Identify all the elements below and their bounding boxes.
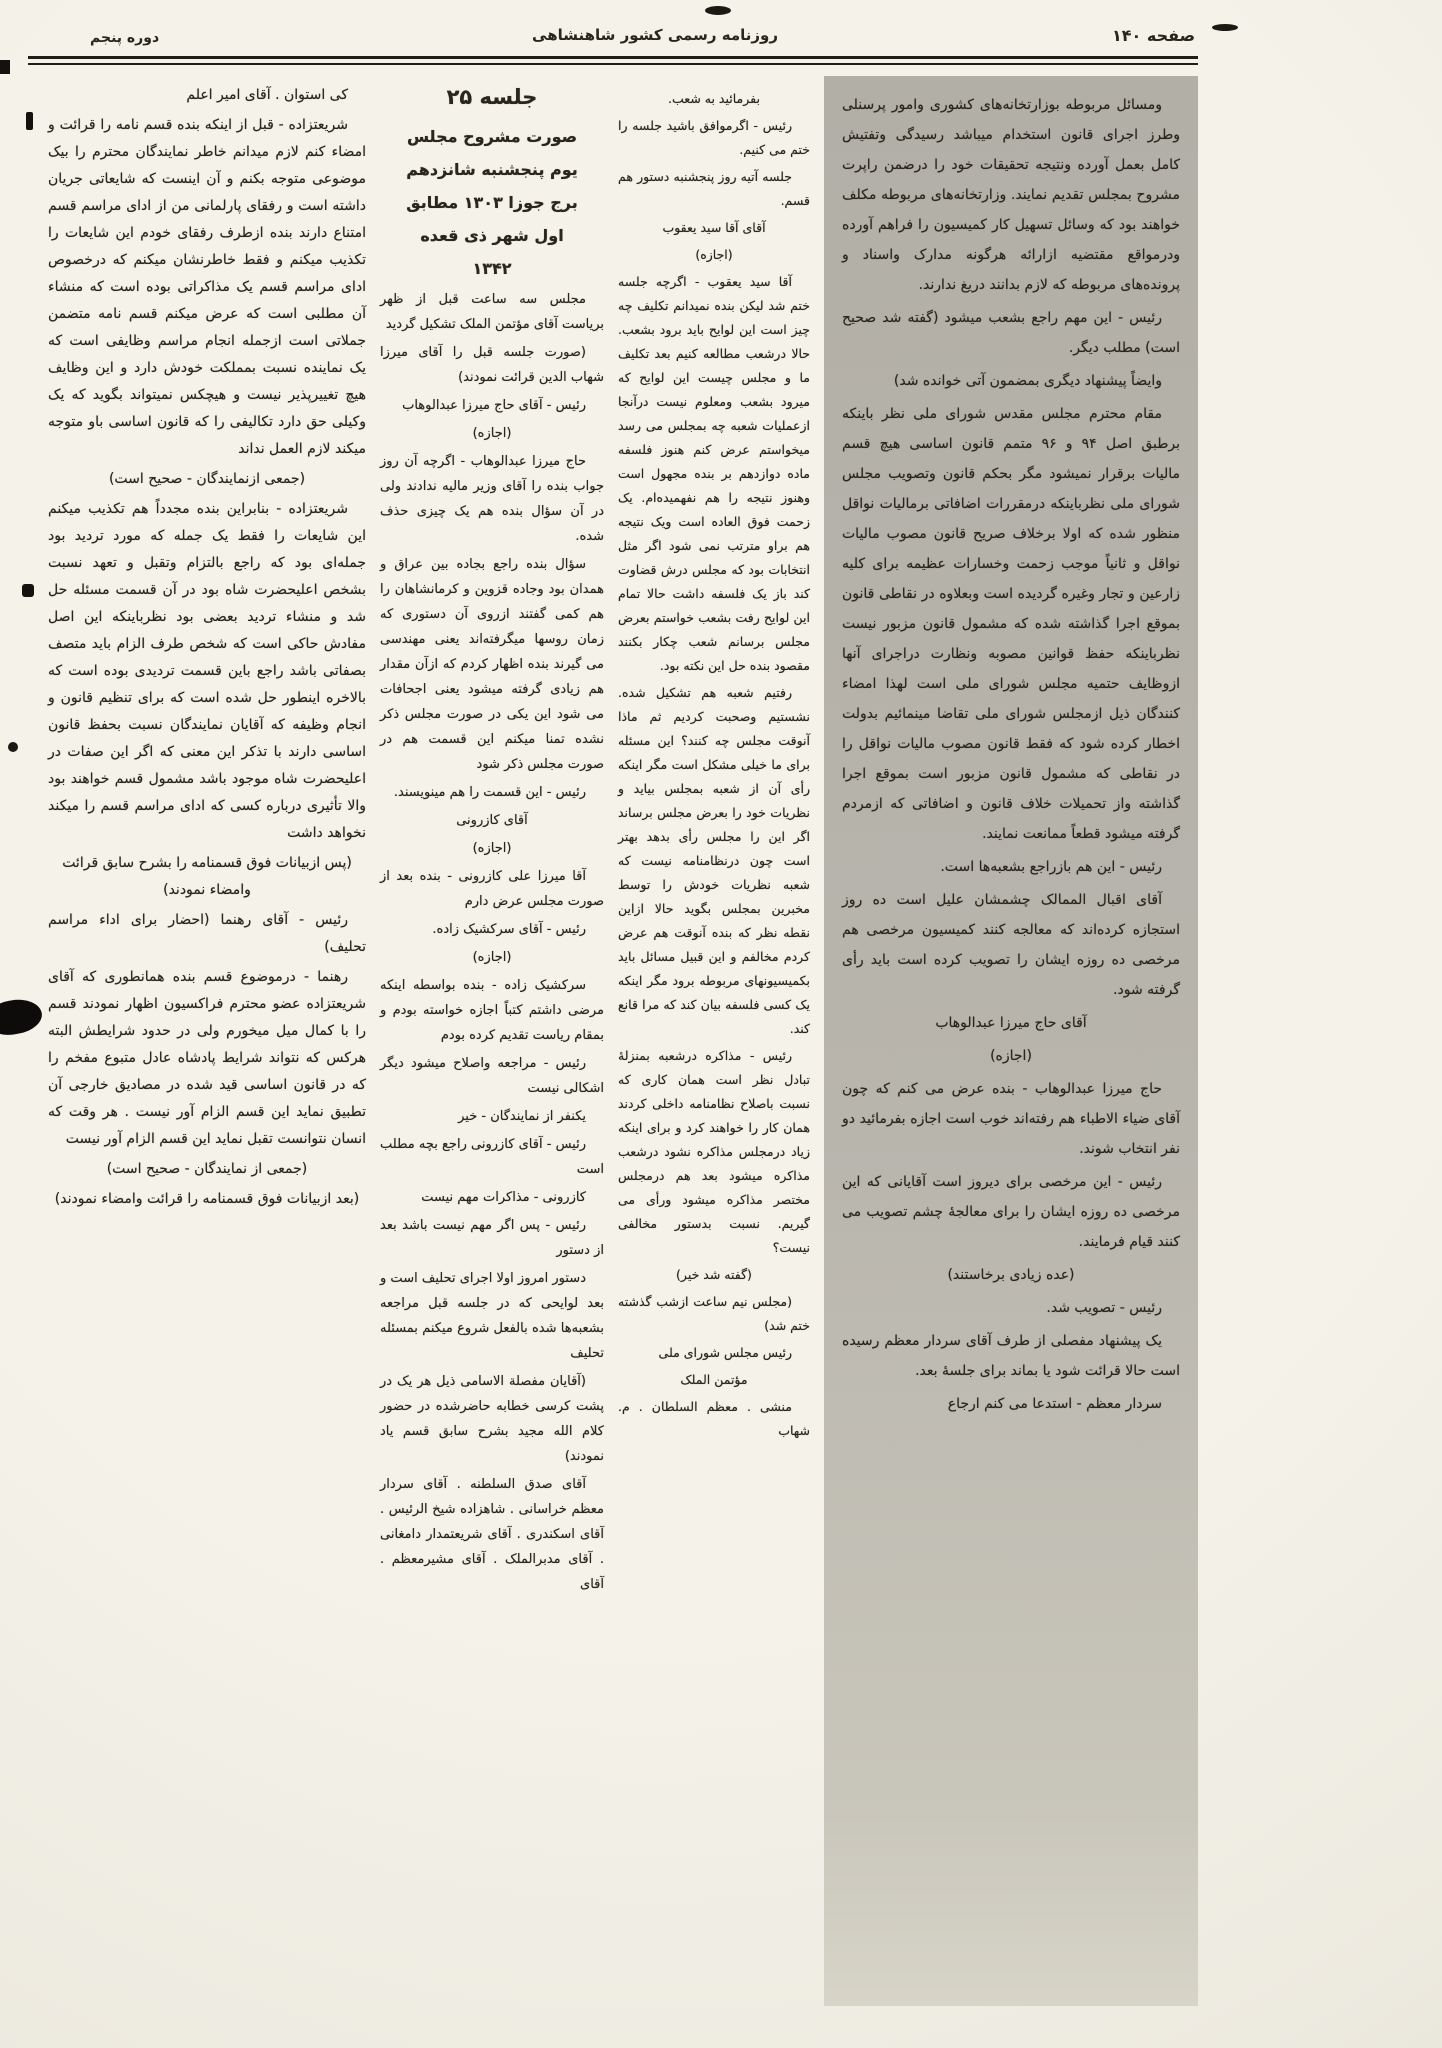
- text-block: جلسه آتیه روز پنجشنبه دستور هم قسم.: [618, 169, 810, 208]
- column-leftmost: [48, 76, 366, 1216]
- header-rule: [28, 56, 1198, 65]
- ink-tick-artifact: [0, 60, 10, 74]
- text-block: اول شهر ذی قعده: [420, 226, 564, 245]
- ink-tick-artifact: [26, 112, 33, 130]
- text-block: ۱۳۴۲: [472, 259, 512, 278]
- text-block: (اجازه): [472, 841, 512, 856]
- text-block: صورت مشروح مجلس: [406, 127, 578, 146]
- text-block: سرکشیک زاده - بنده بواسطه اینکه مرضی داشتم کتباً اجازه خواسته بودم و بمقام ریاست تقدیم کرده بودم: [380, 978, 604, 1043]
- text-block: رئیس مجلس شورای ملی: [658, 1345, 792, 1360]
- text-block: مجلس سه ساعت قبل از ظهر بریاست آقای مؤتمن الملک تشکیل گردید: [380, 292, 604, 332]
- page-number-label: صفحه ۱۴۰: [1112, 26, 1196, 45]
- text-block: سردار معظم - استدعا می کنم ارجاع: [947, 1396, 1162, 1412]
- text-block: (گفته شد خیر): [676, 1267, 752, 1282]
- text-block: آقا میرزا علی کازرونی - بنده بعد از صورت مجلس عرض دارم: [380, 869, 604, 909]
- text-block: یوم پنجشنبه شانزدهم: [406, 160, 578, 179]
- text-block: (جمعی ازنمایندگان - صحیح است): [108, 471, 306, 487]
- column-second: [618, 76, 810, 1446]
- text-block: رئیس - آقای کازرونی راجع بچه مطلب است: [380, 1137, 604, 1177]
- text-block: آقای صدق السلطنه . آقای سردار معظم خراسانی . شاهزاده شیخ الرئیس . آقای اسکندری . آقای شریعتمدار دامغانی . آقای مدبرالملک . آقای مشیرمعظم . آقای: [380, 1477, 604, 1592]
- ink-tick-artifact: [22, 584, 34, 597]
- text-block: رئیس - آقای رهنما (احضار برای اداء مراسم تحلیف): [48, 912, 366, 955]
- text-block: رهنما - درموضوع قسم بنده همانطوری که آقای شریعتزاده عضو محترم فراکسیون اظهار نمودند قسم را با کمال میل میخورم ولی در حدود شرایطش البته هرکس که نتواند شرایط پادشاه عادل متبوع مفخم را که در قانون اساسی قید شده در مصادیق خارجی آن تطبیق نماید این قسم الزام آور نیست . هر وقت که انسان نتوانست تقبل نماید این قسم الزام آور نیست: [48, 969, 366, 1147]
- text-block: رئیس - این مهم راجع بشعب میشود (گفته شد صحیح است) مطلب دیگر.: [842, 310, 1180, 356]
- text-block: (آقایان مفصلة الاسامی ذیل هر یک در پشت کرسی خطابه حاضرشده در حضور کلام الله مجید بشرح سابق قسم یاد نمودند): [380, 1374, 604, 1464]
- text-block: آقا سید یعقوب - اگرچه جلسه ختم شد لیکن بنده نمیدانم تکلیف چه چیز است این لوایح باید برود بشعب. حالا درشعب مطالعه کنیم بعد تکلیف ما و مجلس چیست این لوایح که میرود بشعب ومعلوم نیست درآنجا ازعملیات شعبه چه بمجلس می رسد میخواستم عرض کنم هنوز فلسفه ماده دوازدهم بر بنده مجهول است وهنوز نتیجه را هم نفهمیده‌ام. یک زحمت فوق العاده است ویک نتیجه هم براو مترتب نمی شود اگر مثل انتخابات بود که مجلس درش قضاوت کند باز یک فلسفه داشت حالا تمام این لوایح رفت بشعب خواستم بعرض مجلس برسانم شعب چکار بکنند مقصود بنده حل این نکته بود.: [618, 274, 810, 673]
- text-block: حاج میرزا عبدالوهاب - بنده عرض می کنم که چون آقای ضیاء الاطباء هم رفته‌اند خوب است اجازه بفرمائید دو نفر انتخاب شوند.: [842, 1081, 1180, 1157]
- text-block: رئیس - پس اگر مهم نیست باشد بعد از دستور: [380, 1218, 604, 1258]
- text-block: کی استوان . آقای امیر اعلم: [186, 87, 348, 103]
- text-block: آقای کازرونی: [456, 813, 528, 828]
- text-block: کازرونی - مذاکرات مهم نیست: [421, 1190, 586, 1205]
- text-block: آقای حاج میرزا عبدالوهاب: [935, 1015, 1087, 1031]
- text-block: شریعتزاده - قبل از اینکه بنده قسم نامه را قرائت و امضاء کنم لازم میدانم خاطر نمایندگان محترم را بیک موضوعی متوجه بکنم و آن اینست که شایعاتی جریان داشته است و رفقای پارلمانی من از ادای مراسم قسم امتناع دارند بنده ازطرف رفقای خودم این شایعات را تکذیب میکنم و فقط خاطرنشان میکنم که درخصوص ادای مراسم قسم یک مذاکراتی بوده است که منشاء آن مطلبی است که عرض میکنم قسم نامه متضمن جملاتی است ازجمله انجام مراسم وظایفی است که یک نماینده نسبت بمملکت خودش دارد و این وظایف هیچ تغییرپذیر نیست و هیچکس نمیتواند بگوید که یک وکیلی حق دارد تکالیفی را که قانون اساسی باو متوجه میکند لازم العمل نداند: [48, 117, 366, 457]
- text-block: رئیس - تصویب شد.: [1046, 1300, 1162, 1316]
- edition-label: دوره پنجم: [90, 30, 160, 46]
- ink-speck-artifact: [8, 742, 18, 752]
- text-block: (اجازه): [990, 1048, 1032, 1064]
- text-block: شریعتزاده - بنابراین بنده مجدداً هم تکذیب میکنم این شایعات را فقط یک جمله که مورد تردید بود جمله‌ای بود که راجع بالتزام وتقبل و تعهد نسبت بشخص اعلیحضرت شاه بود در آن قسمت مسئله حل شد و منشاء تردید بعضی بود نظرباینکه این اصل مفادش حاکی است که شخص طرف الزام باید متصف بصفاتی باشد راجع باین قسمت تردیدی بوده است که بالاخره اینطور حل شده است که برای تنظیم قانون و انجام وظیفه که آقایان نمایندگان نسبت بحفظ قانون اساسی دارند با تذکر این معنی که اگر این صفات در اعلیحضرت شاه موجود باشد مشمول قسم خواهند بود والا تأثیری درباره کسی که ادای مراسم قسم را میکند نخواهد داشت: [48, 501, 366, 841]
- text-block: (اجازه): [472, 426, 512, 441]
- text-block: (بعد ازبیانات فوق قسمنامه را قرائت وامضاء نمودند): [54, 1191, 360, 1207]
- text-block: سؤال بنده راجع بجاده بین عراق و همدان بود وجاده قزوین و کرمانشاهان را هم کمی گفتند ازروی آن دستوری که زمان روسها میگرفته‌اند یعنی مهندسی می گیرند بنده اظهار کردم که ازآن مقدار هم زیادی گرفته میشود یعنی اجحافات می شود این یکی در صورت مجلس ذکر نشده تمنا میکنم این قسمت هم در صورت مجلس ذکر شود: [380, 557, 604, 772]
- column-rightmost-shaded: [824, 76, 1198, 2006]
- text-block: مؤتمن الملک: [680, 1372, 748, 1387]
- newspaper-title: روزنامه رسمی کشور شاهنشاهی: [532, 26, 778, 44]
- text-block: رئیس - اگرموافق باشید جلسه را ختم می کنیم.: [618, 118, 810, 157]
- text-block: رئیس - مذاکره درشعبه بمنزلهٔ تبادل نظر است همان کاری که نسبت باصلاح نظامنامه داخلی کردند همان کار را خواهند کرد و برای اینکه زیاد درمجلس مذاکره نشود درشعب مذاکره میشود بعد هم درمجلس مختصر مذاکره میشود ورأی می گیریم. نسبت بدستور مخالفی نیست؟: [618, 1048, 810, 1255]
- text-block: (اجازه): [472, 950, 512, 965]
- text-block: (عده زیادی برخاستند): [947, 1267, 1075, 1283]
- text-block: رئیس - آقای سرکشیک زاده.: [432, 922, 586, 937]
- column-session-start: [380, 76, 604, 1600]
- text-block: بفرمائید به شعب.: [668, 91, 760, 106]
- text-block: (جمعی از نمایندگان - صحیح است): [106, 1161, 308, 1177]
- content-columns: [28, 76, 1198, 2006]
- text-block: برج جوزا ۱۳۰۳ مطابق: [406, 193, 578, 212]
- text-block: (پس ازبیانات فوق قسمنامه را بشرح سابق قرائت وامضاء نمودند): [62, 855, 352, 898]
- text-block: رئیس - آقای حاج میرزا عبدالوهاب: [402, 398, 586, 413]
- text-block: (مجلس نیم ساعت ازشب گذشته ختم شد): [618, 1294, 810, 1333]
- text-block: آقای آقا سید یعقوب: [662, 220, 766, 235]
- text-block: (صورت جلسه قبل را آقای میرزا شهاب الدین قرائت نمودند): [380, 345, 604, 385]
- text-block: حاج میرزا عبدالوهاب - اگرچه آن روز جواب بنده را آقای وزیر مالیه ندادند ولی در آن سؤال بنده هم یک چیزی حذف شده.: [380, 454, 604, 544]
- text-block: دستور امروز اولا اجرای تحلیف است و بعد لوایحی که در جلسه قبل مراجعه بشعبه‌ها شده بالفعل شروع میکنم بمسئله تحلیف: [380, 1271, 604, 1361]
- text-block: یکنفر از نمایندگان - خیر: [458, 1109, 586, 1124]
- text-block: مقام محترم مجلس مقدس شورای ملی نظر باینکه برطبق اصل ۹۴ و ۹۶ متمم قانون اساسی هیچ قسم مالیات برقرار نمیشود مگر بحکم قانون وتصویب مجلس شورای ملی نظرباینکه درمقررات اضافاتی برمالیات نواقل منظور شده که اولا برخلاف صریح قانون مصوب مالیات نواقل و ثانیاً موجب زحمت وخسارات عظیمه برای کلیه زارعین و تجار وغیره گردیده است وبعلاوه در نقاطی قانون بموقع اجرا گذاشته شده که مشمول قانون مزبور نیست نظرباینکه حفظ قوانین مصوبه ونظارت دراجرای آنها ازوظایف حتمیه مجلس شورای ملی است لهذا امضاء کنندگان ذیل ازمجلس شورای ملی تقاضا مینمائیم بدولت اخطار کرده شود که فقط قانون مصوب مالیات نواقل را در نقاطی که مشمول قانون مزبور است بموقع اجرا گذاشته واز تحمیلات خلاف قانون و اضافاتی که ازمردم گرفته میشود قطعاً ممانعت نمایند.: [842, 406, 1180, 842]
- text-block: (اجازه): [695, 247, 733, 262]
- text-block: جلسه ۲۵: [446, 85, 538, 109]
- text-block: یک پیشنهاد مفصلی از طرف آقای سردار معظم رسیده است حالا قرائت شود یا بماند برای جلسهٔ بعد.: [842, 1333, 1180, 1379]
- text-block: رئیس - این مرخصی برای دیروز است آقایانی که این مرخصی ده روزه ایشان را برای معالجهٔ چشم تصویب می کنند قیام فرمایند.: [842, 1174, 1180, 1250]
- text-block: وایضاً پیشنهاد دیگری بمضمون آتی خوانده شد): [893, 373, 1162, 389]
- ink-speck-artifact: [1212, 24, 1238, 31]
- text-block: رئیس - این قسمت را هم مینویسند.: [393, 785, 586, 800]
- text-block: منشی . معظم السلطان . م. شهاب: [618, 1399, 810, 1438]
- ink-speck-artifact: [705, 6, 731, 15]
- text-block: آقای اقبال الممالک چشمشان علیل است ده روز استجازه کرده‌اند که معالجه کنند کمیسیون مرخصی هم مرخصی ده روزه ایشان را تصویب کرده است باید رأی گرفته شود.: [842, 892, 1180, 998]
- text-block: رئیس - مراجعه واصلاح میشود دیگر اشکالی نیست: [380, 1056, 604, 1096]
- text-block: رفتیم شعبه هم تشکیل شده. نشستیم وصحبت کردیم ثم ماذا آنوقت مجلس چه کنند؟ این مسئله برای ما خیلی مشکل است مگر اینکه رأی آن از شعبه بمجلس بیاید و نظریات خود را بعرض مجلس برساند اگر این را مجلس رأی بدهد بهتر است چون درنظامنامه نیست که شعبه نظریات خودش را توسط مخبرین بمجلس بگوید حالا ازاین نقطه نظر که بنده آنوقت هم عرض کردم مخالفم و این قبیل مسائل باید بکمیسیونهای مربوطه برود مگر اینکه یک کسی فلسفه بیان کند که مرا قانع کند.: [618, 685, 810, 1036]
- text-block: رئیس - این هم بازراجع بشعبه‌ها است.: [940, 859, 1162, 875]
- text-block: ومسائل مربوطه بوزارتخانه‌های کشوری وامور پرسنلی وطرز اجرای قانون استخدام میباشد رسیدگی وتفتیش کامل بعمل آورده ونتیجه تحقیقات خود را درضمن راپرت مشروح بمجلس تقدیم نمایند. وزارتخانه‌های مربوطه مکلف خواهند بود که وسائل تسهیل کار کمیسیون را فراهم آورده ودرمواقع مقتضیه ازارائه هرگونه مدارک واسناد و پرونده‌های مربوطه که لازم بدانند دریغ ندارند.: [842, 97, 1180, 293]
